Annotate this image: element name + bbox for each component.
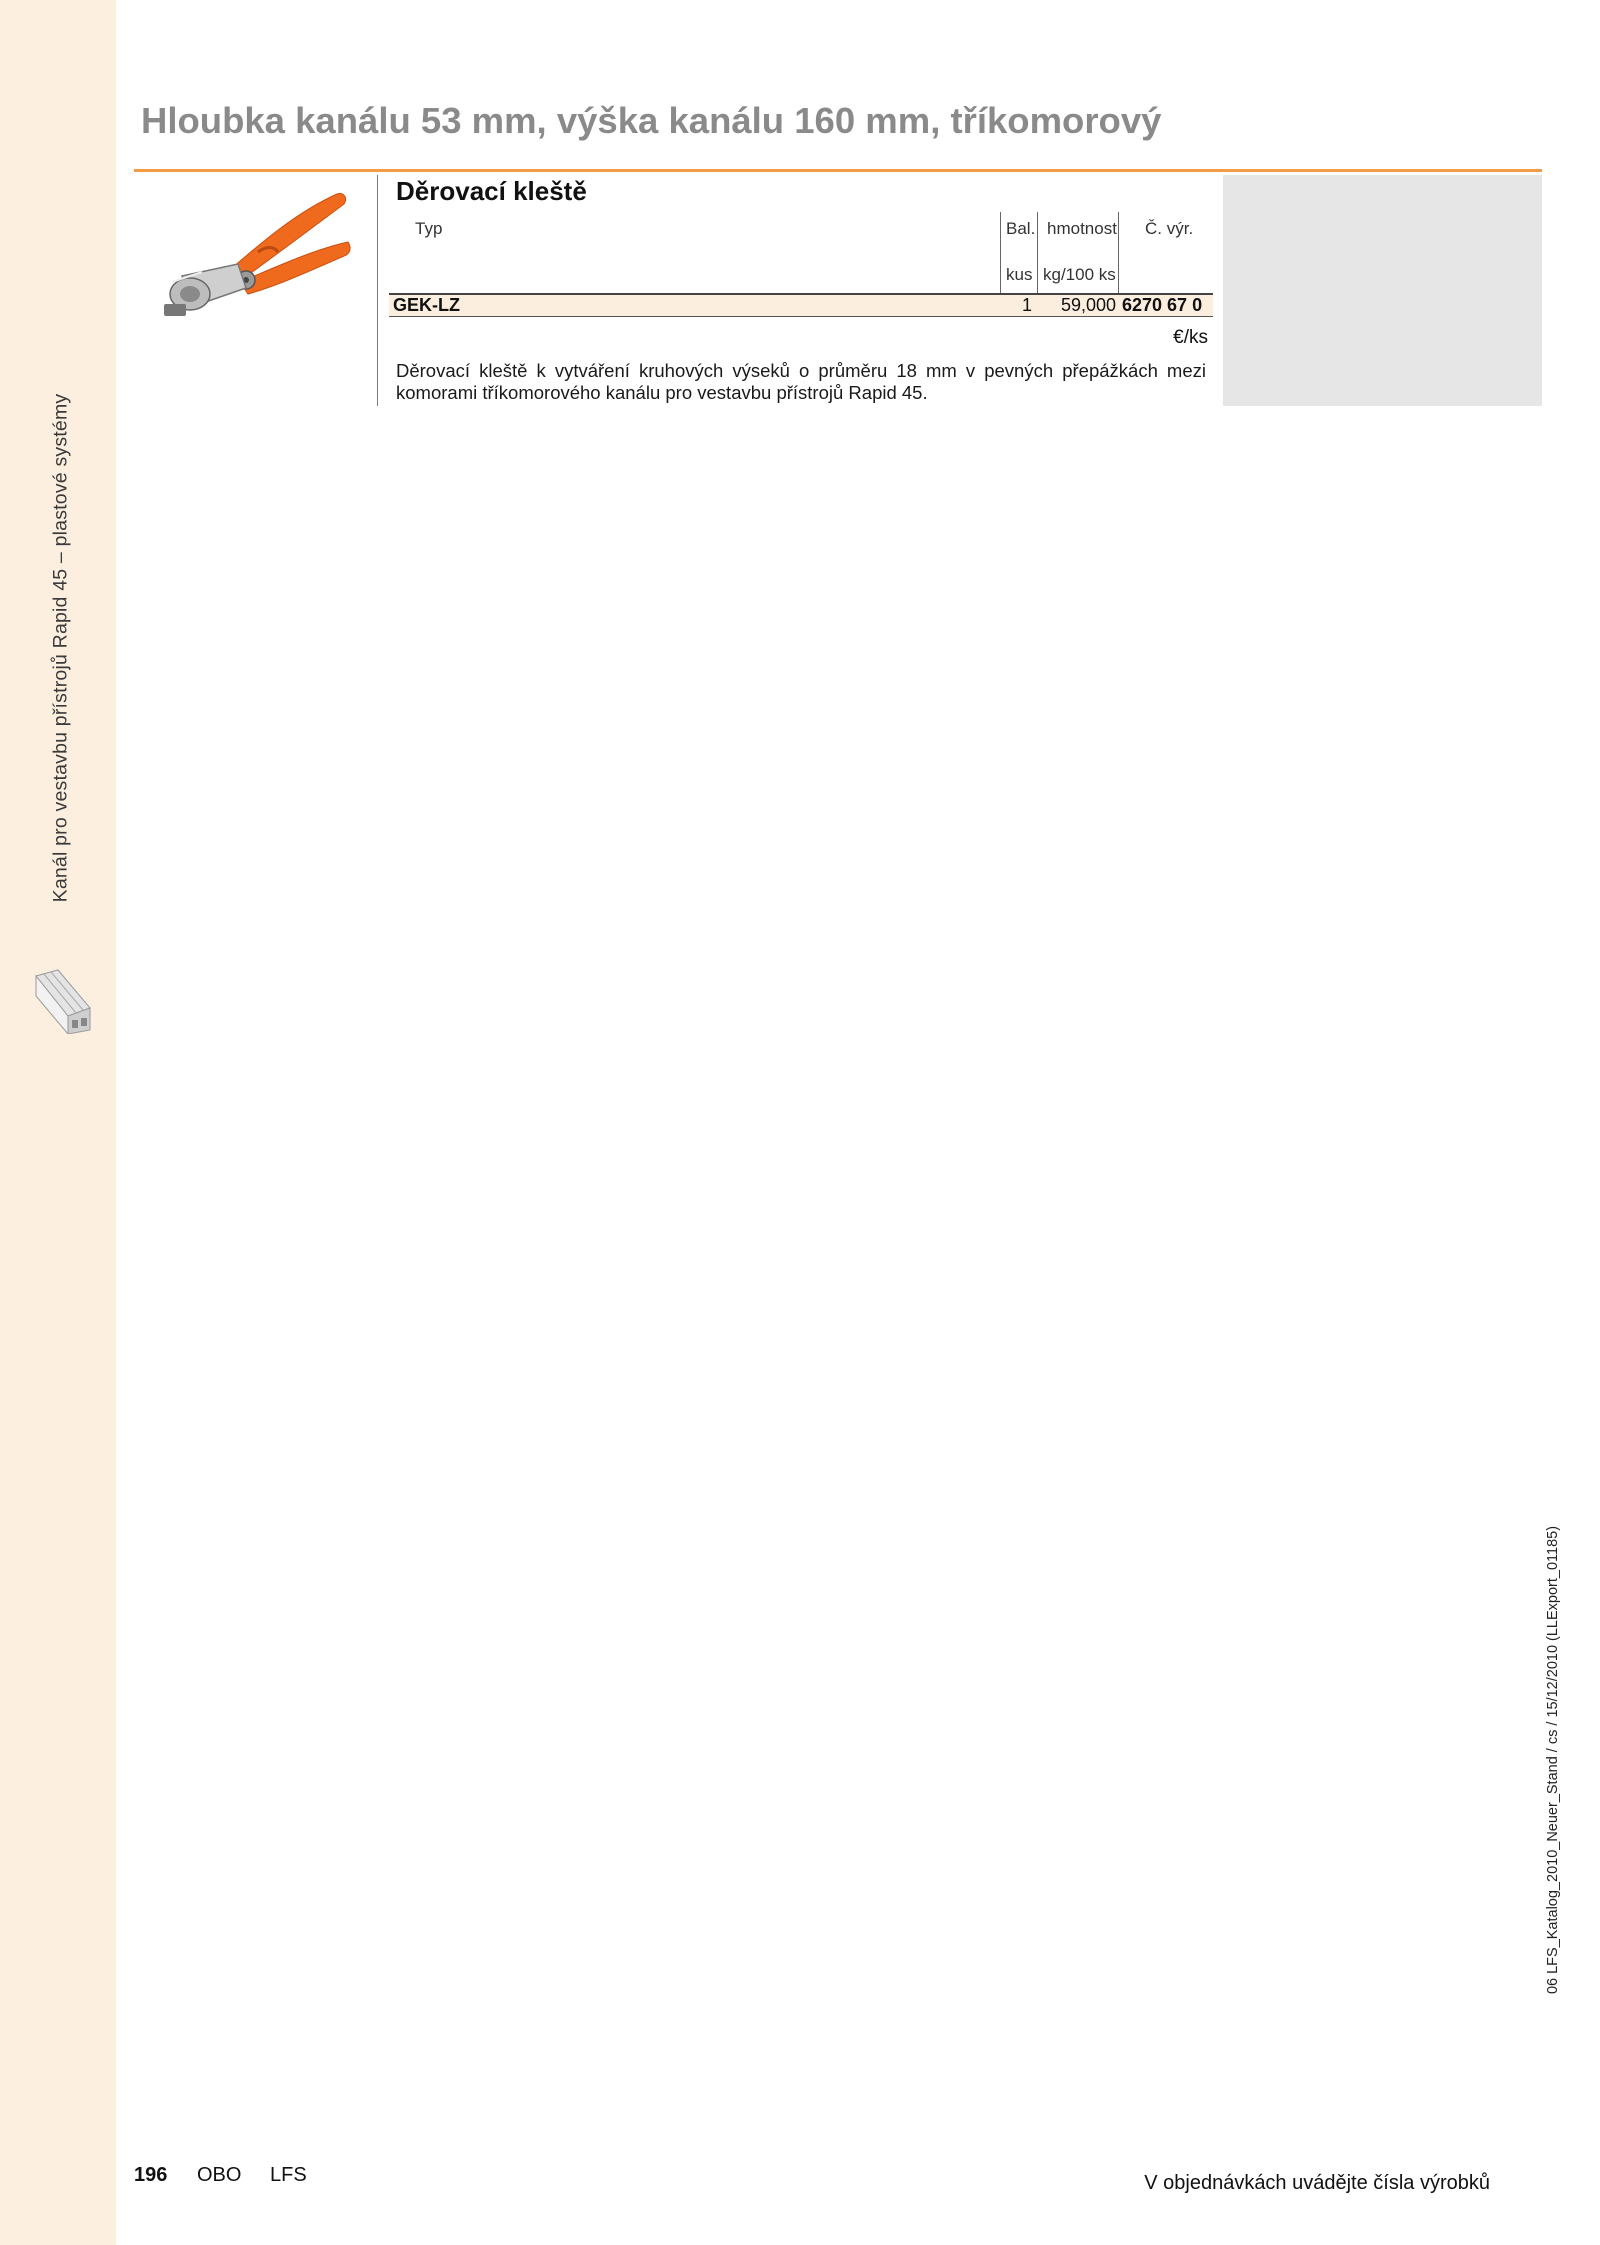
- page-title: Hloubka kanálu 53 mm, výška kanálu 160 mm, tříkomorový: [141, 100, 1162, 141]
- header-bal: Bal.: [1006, 219, 1036, 238]
- export-info: 06 LFS_Katalog_2010_Neuer_Stand / cs / 15/12/2010 (LLExport_01185): [1545, 1525, 1561, 1995]
- cell-cislo-vyr: 6270 67 0: [1122, 295, 1203, 315]
- header-typ: Typ: [415, 219, 443, 238]
- cell-hmotnost: 59,000: [1060, 295, 1116, 315]
- punching-pliers-image: [162, 190, 352, 322]
- sidebar: [0, 0, 116, 2245]
- side-panel: [1223, 175, 1542, 406]
- product-title: Děrovací kleště: [396, 176, 587, 206]
- title-divider: [134, 169, 1542, 172]
- header-bal-unit: kus: [1006, 265, 1033, 284]
- cable-channel-icon: [32, 968, 92, 1034]
- price-unit: €/ks: [1173, 327, 1208, 348]
- footer-brand: OBO: [197, 2164, 242, 2186]
- cell-bal: 1: [1021, 295, 1032, 315]
- section-divider: [377, 175, 378, 406]
- header-cislo-vyr: Č. výr.: [1145, 219, 1194, 238]
- header-hmotnost: hmotnost: [1047, 219, 1117, 238]
- cell-typ: GEK-LZ: [393, 295, 460, 315]
- footer-section: LFS: [270, 2164, 307, 2186]
- sidebar-vertical-label: Kanál pro vestavbu přístrojů Rapid 45 – plastové systémy: [49, 393, 72, 903]
- table-row-bottom-rule: [389, 316, 1213, 317]
- page-number: 196: [134, 2164, 168, 2186]
- header-hmotnost-unit: kg/100 ks: [1043, 265, 1116, 284]
- product-description: Děrovací kleště k vytváření kruhových výseků o průměru 18 mm v pevných přepážkách mezi komorami tříkomorového kanálu pro vestavbu přístrojů Rapid 45.: [396, 360, 1206, 403]
- footer-note: V objednávkách uvádějte čísla výrobků: [1144, 2172, 1490, 2194]
